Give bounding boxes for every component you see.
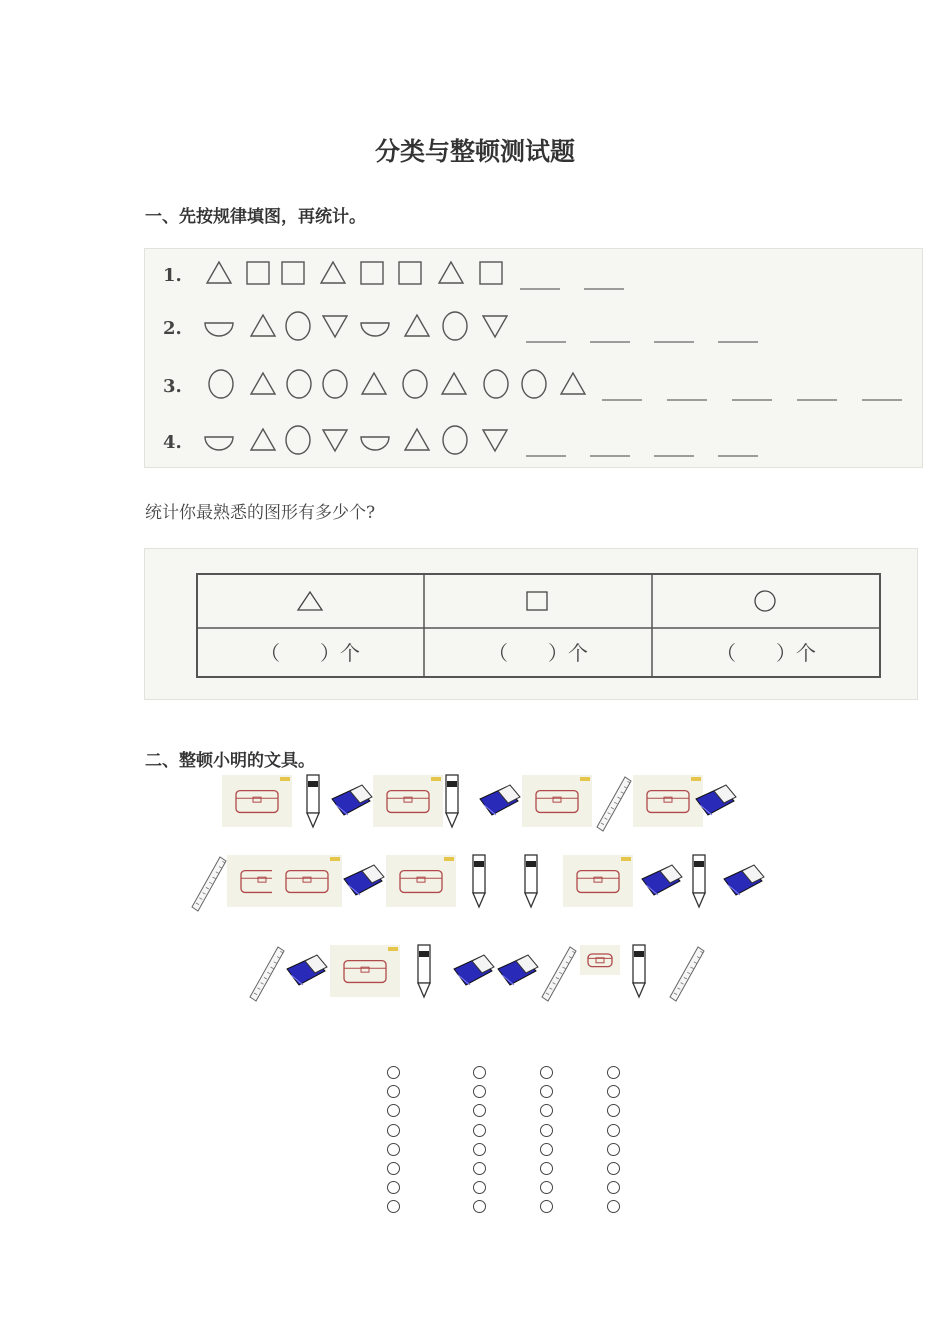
pencil-icon [473,855,485,907]
circle-icon [286,426,310,454]
count-circle[interactable] [387,1124,400,1137]
count-circle[interactable] [540,1143,553,1156]
circle-icon [323,370,347,398]
count-circle[interactable] [607,1143,620,1156]
square-icon [282,262,304,284]
tally-table-panel [144,548,918,700]
circle-icon [287,370,311,398]
sharpener-icon [480,785,520,815]
stationery-picture [0,770,950,1010]
sharpener-icon [287,955,327,985]
count-circle[interactable] [387,1143,400,1156]
row-number: 2. [163,318,182,339]
pencil-case-icon [633,775,703,827]
circle-icon [209,370,233,398]
pattern-row [163,262,624,289]
count-circle[interactable] [540,1104,553,1117]
shape-pattern-rows [145,249,922,467]
pencil-icon [418,945,430,997]
triangle-icon [439,262,463,283]
count-circle[interactable] [387,1200,400,1213]
count-circle[interactable] [540,1124,553,1137]
table-cell-square-count: （ ）个 [488,641,588,665]
count-circle[interactable] [387,1181,400,1194]
triangle-icon [321,262,345,283]
count-circle[interactable] [607,1200,620,1213]
row-number: 3. [163,376,182,397]
sharpener-icon [454,955,494,985]
down-triangle-icon [323,316,347,337]
count-circle-column [540,1066,553,1220]
count-prompt: 统计你最熟悉的图形有多少个? [145,503,376,523]
triangle-icon [561,373,585,394]
counting-circles [0,1066,950,1226]
down-triangle-icon [323,430,347,451]
triangle-icon [442,373,466,394]
circle-icon [484,370,508,398]
circle-icon [522,370,546,398]
square-icon [247,262,269,284]
tally-table [145,549,917,699]
circle-icon [286,312,310,340]
down-triangle-icon [483,316,507,337]
pencil-icon [525,855,537,907]
triangle-icon [405,315,429,336]
semicircle-icon [205,323,233,336]
row-number: 4. [163,432,182,453]
count-circle-column [473,1066,486,1220]
pencil-case-icon [330,945,400,997]
count-circle[interactable] [473,1181,486,1194]
pencil-case-icon [373,775,443,827]
count-circle[interactable] [540,1200,553,1213]
count-circle[interactable] [387,1085,400,1098]
semicircle-icon [361,323,389,336]
ruler-icon [192,857,226,911]
count-circle[interactable] [473,1143,486,1156]
sharpener-icon [724,865,764,895]
semicircle-icon [205,437,233,450]
sharpener-icon [344,865,384,895]
ruler-icon [250,947,284,1001]
triangle-icon [405,429,429,450]
count-circle[interactable] [473,1200,486,1213]
count-circle[interactable] [540,1181,553,1194]
triangle-icon [298,592,322,610]
circle-icon [403,370,427,398]
count-circle[interactable] [607,1181,620,1194]
section2-heading: 二、整顿小明的文具。 [145,751,315,771]
count-circle[interactable] [540,1162,553,1175]
semicircle-icon [361,437,389,450]
count-circle[interactable] [473,1124,486,1137]
triangle-icon [251,315,275,336]
table-cell-triangle-count: （ ）个 [260,641,360,665]
pattern-row [163,426,758,456]
pattern-panel [144,248,923,468]
sharpener-icon [642,865,682,895]
square-icon [480,262,502,284]
pencil-icon [693,855,705,907]
triangle-icon [251,429,275,450]
table-cell-circle-count: （ ）个 [716,641,816,665]
square-icon [361,262,383,284]
section1-heading: 一、先按规律填图，再统计。 [145,207,366,227]
count-circle[interactable] [473,1104,486,1117]
count-circle[interactable] [607,1085,620,1098]
down-triangle-icon [483,430,507,451]
pencil-case-icon [522,775,592,827]
count-circle-column [387,1066,400,1220]
count-circle[interactable] [473,1162,486,1175]
count-circle[interactable] [387,1066,400,1079]
count-circle[interactable] [473,1085,486,1098]
count-circle[interactable] [607,1124,620,1137]
square-icon [527,592,547,610]
count-circle[interactable] [607,1104,620,1117]
pencil-icon [446,775,458,827]
circle-icon [443,312,467,340]
count-circle[interactable] [387,1162,400,1175]
count-circle[interactable] [607,1066,620,1079]
ruler-icon [670,947,704,1001]
pencil-icon [307,775,319,827]
triangle-icon [207,262,231,283]
pattern-row [163,370,902,400]
sharpener-icon [332,785,372,815]
pencil-case-icon [580,945,620,975]
count-circle[interactable] [387,1104,400,1117]
triangle-icon [251,373,275,394]
square-icon [399,262,421,284]
count-circle[interactable] [607,1162,620,1175]
count-circle[interactable] [540,1085,553,1098]
count-circle-column [607,1066,620,1220]
row-number: 1. [163,265,182,286]
pattern-row [163,312,758,342]
pencil-case-icon [386,855,456,907]
page-title: 分类与整顿测试题 [374,137,575,166]
count-circle[interactable] [473,1066,486,1079]
circle-icon [443,426,467,454]
sharpener-icon [498,955,538,985]
pencil-icon [633,945,645,997]
pencil-case-icon [222,775,292,827]
count-circle[interactable] [540,1066,553,1079]
pencil-case-icon [563,855,633,907]
pencil-case-icon [272,855,342,907]
circle-icon [755,591,775,611]
ruler-icon [597,777,631,831]
ruler-icon [542,947,576,1001]
triangle-icon [362,373,386,394]
